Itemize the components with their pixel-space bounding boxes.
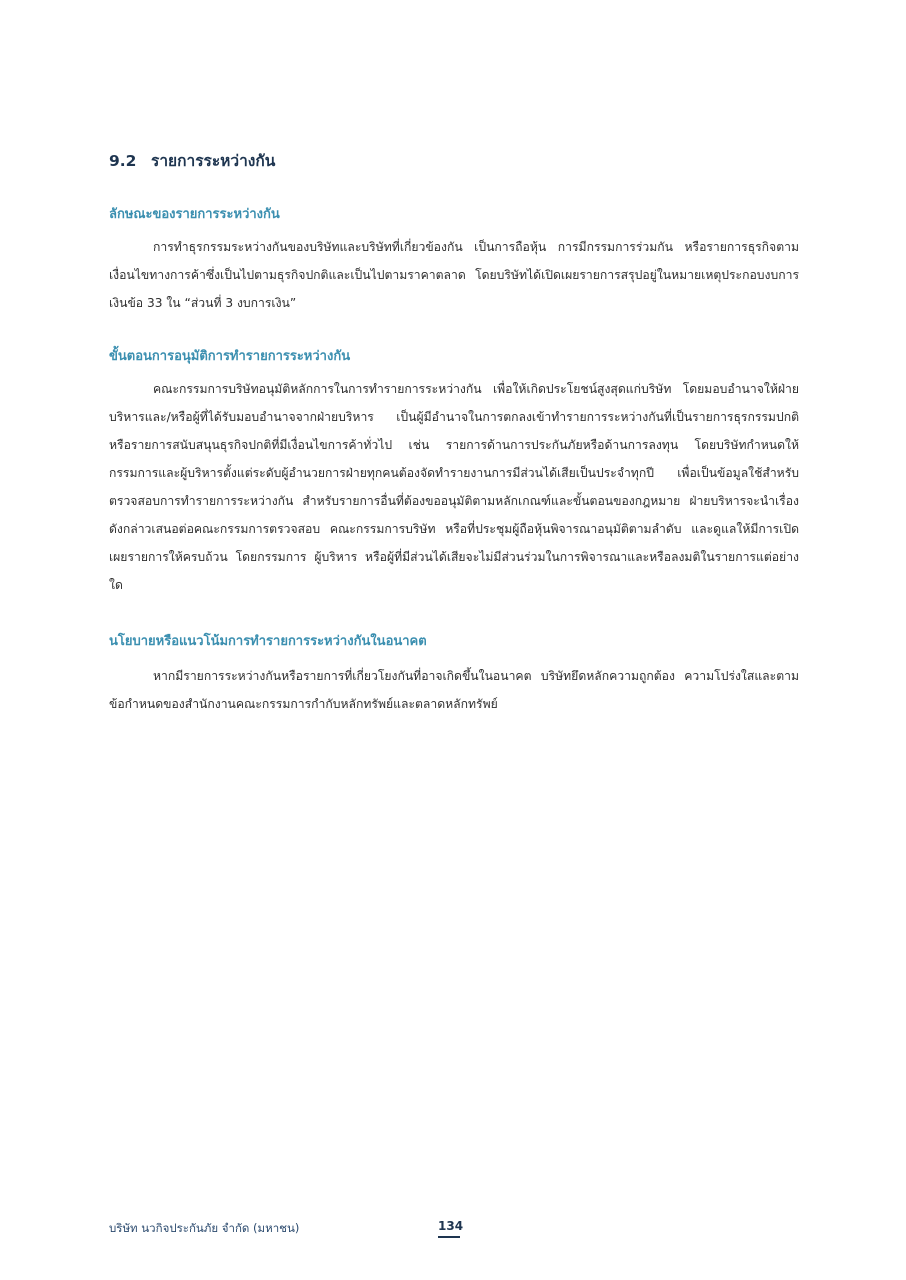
paragraph-approval-procedure: คณะกรรมการบริษัทอนุมัติหลักการในการทำรายการระหว่างกัน เพื่อให้เกิดประโยชน์สูงสุดแก่บริษัท โดยมอบอำนาจให้ฝ่ายบริหารและ/หรือผู้ที่ได้รับมอบอำนาจจากฝ่ายบริหาร เป็นผู้มีอำนาจในการตกลงเข้าทำรายการระหว่างกันที่เป็นรายการธุรกรรมปกติหรือรายการสนับสนุนธุรกิจปกติที่มีเงื่อนไขการค้าทั่วไป เช่น รายการด้านการประกันภัยหรือด้านการลงทุน โดยบริษัทกำหนดให้กรรมการและผู้บริหารตั้งแต่ระดับผู้อำนวยการฝ่ายทุกคนต้องจัดทำรายงานการมีส่วนได้เสียเป็นประจำทุกปี เพื่อเป็นข้อมูลใช้สำหรับตรวจสอบการทำรายการระหว่างกัน สำหรับรายการอื่นที่ต้องขออนุมัติตามหลักเกณฑ์และขั้นตอนของกฎหมาย ฝ่ายบริหารจะนำเรื่องดังกล่าวเสนอต่อคณะกรรมการตรวจสอบ คณะกรรมการบริษัท หรือที่ประชุมผู้ถือหุ้นพิจารณาอนุมัติตามลำดับ และดูแลให้มีการเปิดเผยรายการให้ครบถ้วน โดยกรรมการ ผู้บริหาร หรือผู้ที่มีส่วนได้เสียจะไม่มีส่วนร่วมในการพิจารณาและหรือลงมติในรายการแต่อย่างใด: [109, 382, 799, 592]
section-number: 9.2: [109, 152, 137, 170]
section-title: [109, 148, 275, 173]
paragraph-future-policy: หากมีรายการระหว่างกันหรือรายการที่เกี่ยวโยงกันที่อาจเกิดขึ้นในอนาคต บริษัทยึดหลักความถูกต้อง ความโปร่งใสและตามข้อกำหนดของสำนักงานคณะกรรมการกำกับหลักทรัพย์และตลาดหลักทรัพย์: [109, 669, 799, 711]
footer-page-number: 134: [438, 1219, 464, 1233]
page-number-underline: [438, 1236, 460, 1238]
footer-company-name: บริษัท นวกิจประกันภัย จำกัด (มหาชน): [109, 1221, 300, 1235]
heading-future-policy: นโยบายหรือแนวโน้มการทำรายการระหว่างกันในอนาคต: [109, 634, 427, 649]
heading-related-transactions-nature: ลักษณะของรายการระหว่างกัน: [109, 207, 280, 222]
paragraph-related-transactions-nature: การทำธุรกรรมระหว่างกันของบริษัทและบริษัทที่เกี่ยวข้องกัน เป็นการถือหุ้น การมีกรรมการร่วมกัน หรือรายการธุรกิจตามเงื่อนไขทางการค้าซึ่งเป็นไปตามธุรกิจปกติและเป็นไปตามราคาตลาด โดยบริษัทได้เปิดเผยรายการสรุปอยู่ในหมายเหตุประกอบงบการเงินข้อ 33 ใน “ส่วนที่ 3 งบการเงิน”: [109, 240, 799, 310]
section-title-text: รายการระหว่างกัน: [151, 152, 276, 170]
heading-approval-procedure: ขั้นตอนการอนุมัติการทำรายการระหว่างกัน: [109, 349, 351, 364]
